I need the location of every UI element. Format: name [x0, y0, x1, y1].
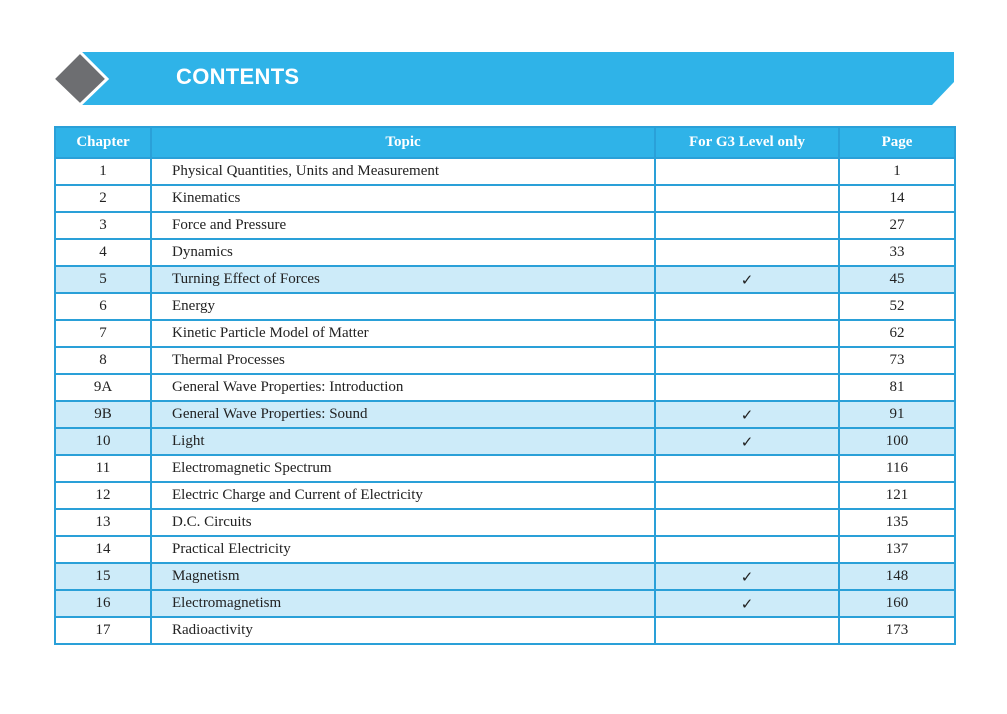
topic-title: Kinetic Particle Model of Matter: [151, 320, 655, 347]
header-topic: Topic: [151, 127, 655, 158]
table-row: [55, 617, 955, 644]
page-number: 45: [839, 266, 955, 293]
chapter-number: 3: [55, 212, 151, 239]
topic-title: Kinematics: [151, 185, 655, 212]
topic-title: General Wave Properties: Sound: [151, 401, 655, 428]
g3-checkmark: ✓: [655, 563, 839, 590]
page-number: 73: [839, 347, 955, 374]
topic-title: Physical Quantities, Units and Measurement: [151, 158, 655, 185]
topic-title: Light: [151, 428, 655, 455]
page-number: 1: [839, 158, 955, 185]
page-number: 27: [839, 212, 955, 239]
g3-checkmark: [655, 212, 839, 239]
table-row: [55, 401, 955, 428]
g3-checkmark: ✓: [655, 266, 839, 293]
topic-title: D.C. Circuits: [151, 509, 655, 536]
g3-checkmark: [655, 239, 839, 266]
table-row: [55, 374, 955, 401]
table-row: [55, 509, 955, 536]
contents-banner: [52, 52, 954, 105]
table-row: [55, 536, 955, 563]
chapter-number: 14: [55, 536, 151, 563]
page-number: 135: [839, 509, 955, 536]
table-row: [55, 428, 955, 455]
topic-title: Electric Charge and Current of Electricity: [151, 482, 655, 509]
topic-title: Force and Pressure: [151, 212, 655, 239]
chapter-number: 10: [55, 428, 151, 455]
g3-checkmark: ✓: [655, 428, 839, 455]
page-number: 137: [839, 536, 955, 563]
chapter-number: 1: [55, 158, 151, 185]
table-row: [55, 455, 955, 482]
chapter-number: 8: [55, 347, 151, 374]
g3-checkmark: [655, 185, 839, 212]
topic-title: Electromagnetic Spectrum: [151, 455, 655, 482]
g3-checkmark: [655, 347, 839, 374]
table-header-row: [55, 127, 955, 158]
table-row: [55, 563, 955, 590]
table-row: [55, 158, 955, 185]
g3-checkmark: [655, 320, 839, 347]
table-row: [55, 212, 955, 239]
table-row: [55, 482, 955, 509]
page-number: 52: [839, 293, 955, 320]
page-number: 91: [839, 401, 955, 428]
topic-title: Dynamics: [151, 239, 655, 266]
g3-checkmark: [655, 293, 839, 320]
topic-title: Magnetism: [151, 563, 655, 590]
header-chapter: Chapter: [55, 127, 151, 158]
topic-title: Radioactivity: [151, 617, 655, 644]
chapter-number: 17: [55, 617, 151, 644]
table-body: [55, 158, 955, 644]
contents-table: [54, 126, 956, 645]
chapter-number: 2: [55, 185, 151, 212]
topic-title: Energy: [151, 293, 655, 320]
topic-title: Turning Effect of Forces: [151, 266, 655, 293]
table-row: [55, 320, 955, 347]
page-number: 116: [839, 455, 955, 482]
chapter-number: 12: [55, 482, 151, 509]
page-number: 33: [839, 239, 955, 266]
chapter-number: 13: [55, 509, 151, 536]
topic-title: Practical Electricity: [151, 536, 655, 563]
g3-checkmark: [655, 536, 839, 563]
page-number: 62: [839, 320, 955, 347]
page-number: 173: [839, 617, 955, 644]
page-number: 100: [839, 428, 955, 455]
chapter-number: 9B: [55, 401, 151, 428]
table-row: [55, 266, 955, 293]
page-number: 81: [839, 374, 955, 401]
g3-checkmark: ✓: [655, 590, 839, 617]
g3-checkmark: [655, 617, 839, 644]
g3-checkmark: [655, 482, 839, 509]
header-page: Page: [839, 127, 955, 158]
header-g3-level: For G3 Level only: [655, 127, 839, 158]
table-row: [55, 239, 955, 266]
chapter-number: 5: [55, 266, 151, 293]
table-row: [55, 347, 955, 374]
chapter-number: 6: [55, 293, 151, 320]
g3-checkmark: ✓: [655, 401, 839, 428]
chapter-number: 4: [55, 239, 151, 266]
chapter-number: 16: [55, 590, 151, 617]
topic-title: General Wave Properties: Introduction: [151, 374, 655, 401]
chapter-number: 7: [55, 320, 151, 347]
page-number: 121: [839, 482, 955, 509]
g3-checkmark: [655, 158, 839, 185]
chapter-number: 9A: [55, 374, 151, 401]
g3-checkmark: [655, 509, 839, 536]
table-row: [55, 293, 955, 320]
table-row: [55, 185, 955, 212]
chapter-number: 11: [55, 455, 151, 482]
page-title: CONTENTS: [176, 64, 300, 89]
page-number: 160: [839, 590, 955, 617]
page-number: 148: [839, 563, 955, 590]
topic-title: Thermal Processes: [151, 347, 655, 374]
g3-checkmark: [655, 374, 839, 401]
page-number: 14: [839, 185, 955, 212]
chapter-number: 15: [55, 563, 151, 590]
g3-checkmark: [655, 455, 839, 482]
table-row: [55, 590, 955, 617]
topic-title: Electromagnetism: [151, 590, 655, 617]
